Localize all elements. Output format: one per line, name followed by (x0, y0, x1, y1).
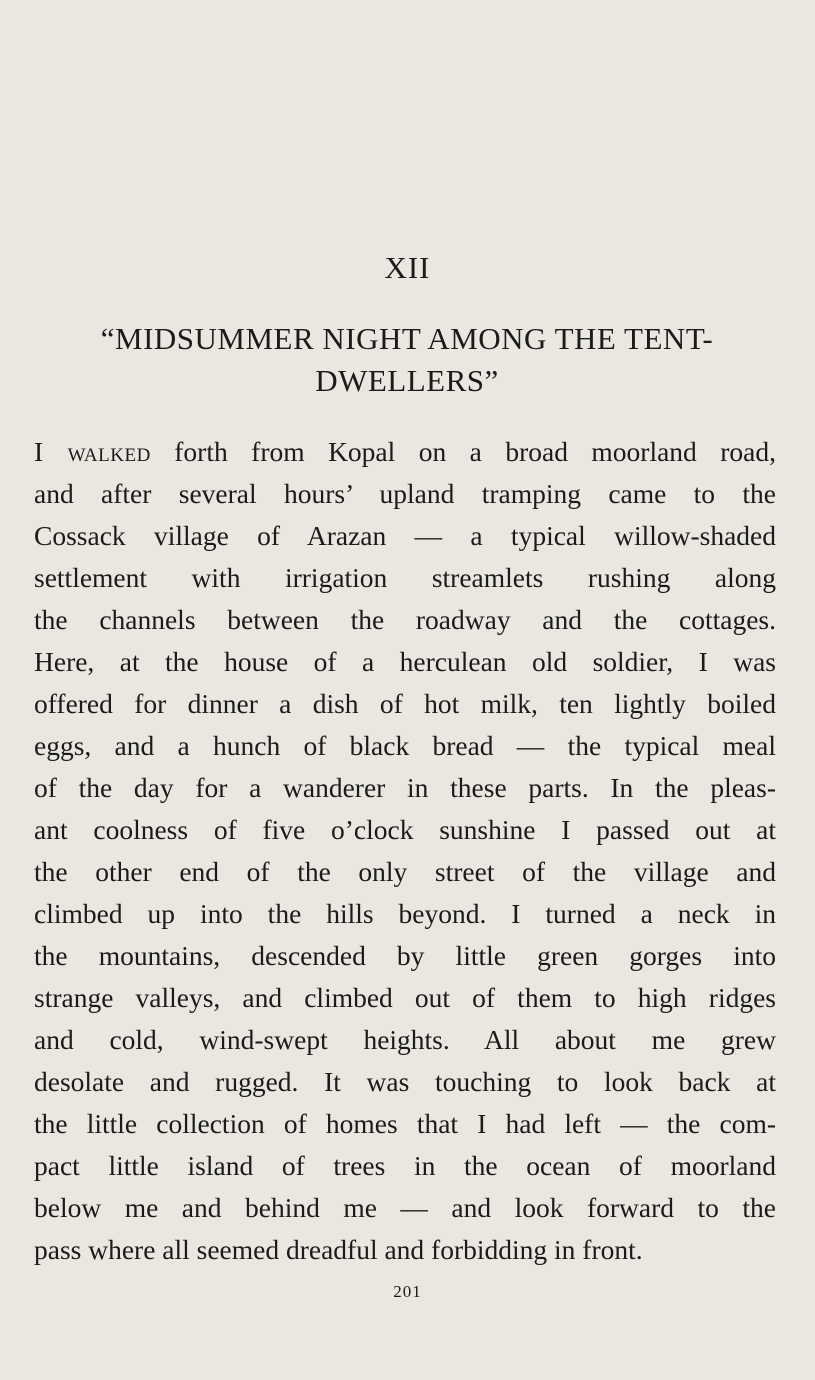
text-line: and cold, wind-swept heights. All about me grew (34, 1024, 776, 1055)
text-line: pact little island of trees in the ocean of moorland (34, 1150, 776, 1181)
text-line: Here, at the house of a herculean old soldier, I was (34, 646, 776, 677)
text-line (34, 431, 776, 473)
text-line: desolate and rugged. It was touching to look back at (34, 1066, 776, 1097)
page-number: 201 (393, 1282, 422, 1301)
text-line: the channels between the roadway and the cottages. (34, 604, 776, 635)
text-line: pass where all seemed dreadful and forbidding in front. (34, 1234, 643, 1265)
text-line: climbed up into the hills beyond. I turned a neck in (34, 898, 776, 929)
chapter-number: XII (384, 250, 431, 285)
chapter-title-line: DWELLERS” (315, 363, 499, 398)
text-line: eggs, and a hunch of black bread — the typical meal (34, 730, 776, 761)
text-line: of the day for a wanderer in these parts. In the pleas- (34, 772, 776, 803)
text-line: ant coolness of five o’clock sunshine I passed out at (34, 814, 776, 845)
chapter-title (34, 318, 780, 402)
text-line: the mountains, descended by little green gorges into (34, 940, 776, 971)
chapter-title-line: “MIDSUMMER NIGHT AMONG THE TENT- (100, 321, 714, 356)
text-line: offered for dinner a dish of hot milk, ten lightly boiled (34, 688, 776, 719)
text-line: and after several hours’ upland tramping came to the (34, 478, 776, 509)
text-line: the other end of the only street of the village and (34, 856, 776, 887)
text-fragment: forth from Kopal on a broad moorland road, (150, 436, 776, 467)
text-line: the little collection of homes that I had left — the com- (34, 1108, 776, 1139)
body-paragraph (34, 431, 776, 1271)
text-line: below me and behind me — and look forward to the (34, 1192, 776, 1223)
opening-words: I walked (34, 436, 151, 467)
text-line: settlement with irrigation streamlets rushing along (34, 562, 776, 593)
text-line: strange valleys, and climbed out of them to high ridges (34, 982, 776, 1013)
text-line: Cossack village of Arazan — a typical willow-shaded (34, 520, 776, 551)
